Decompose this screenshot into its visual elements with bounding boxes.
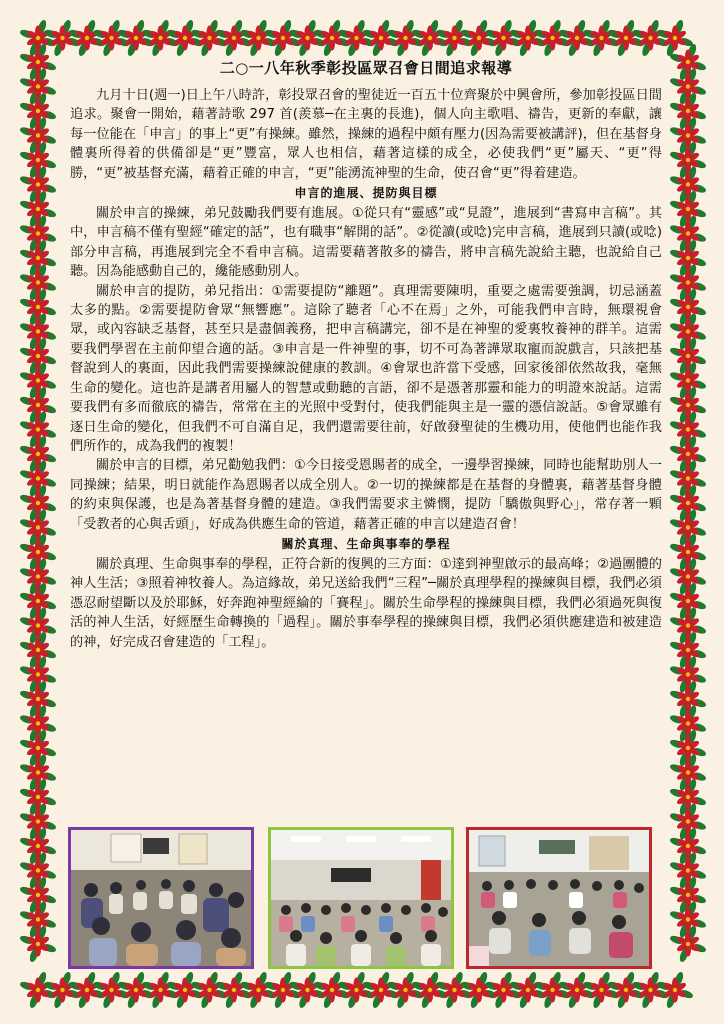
poinsettia-icon xyxy=(669,925,707,963)
poinsettia-icon xyxy=(239,19,277,57)
poinsettia-icon xyxy=(239,971,277,1009)
poinsettia-icon xyxy=(19,778,57,816)
poinsettia-icon xyxy=(558,19,596,57)
poinsettia-icon xyxy=(141,971,179,1009)
poinsettia-icon xyxy=(362,19,400,57)
poinsettia-icon xyxy=(558,971,596,1009)
poinsettia-icon xyxy=(669,582,707,620)
poinsettia-icon xyxy=(484,19,522,57)
poinsettia-icon xyxy=(669,165,707,203)
poinsettia-icon xyxy=(669,606,707,644)
poinsettia-icon xyxy=(19,533,57,571)
poinsettia-icon xyxy=(19,435,57,473)
poinsettia-icon xyxy=(669,827,707,865)
poinsettia-icon xyxy=(435,19,473,57)
poinsettia-icon xyxy=(68,971,106,1009)
poinsettia-icon xyxy=(313,971,351,1009)
poinsettia-icon xyxy=(19,484,57,522)
poinsettia-icon xyxy=(19,753,57,791)
poinsettia-icon xyxy=(460,19,498,57)
poinsettia-icon xyxy=(288,971,326,1009)
poinsettia-icon xyxy=(656,971,694,1009)
poinsettia-icon xyxy=(669,92,707,130)
poinsettia-icon xyxy=(68,19,106,57)
poinsettia-icon xyxy=(669,900,707,938)
meeting-photo-2 xyxy=(268,827,454,969)
poinsettia-icon xyxy=(669,141,707,179)
poinsettia-icon xyxy=(669,876,707,914)
poinsettia-icon xyxy=(313,19,351,57)
poinsettia-icon xyxy=(19,971,57,1009)
poinsettia-icon xyxy=(19,263,57,301)
poinsettia-icon xyxy=(669,386,707,424)
poinsettia-icon xyxy=(264,19,302,57)
poinsettia-icon xyxy=(190,19,228,57)
poinsettia-icon xyxy=(19,386,57,424)
poinsettia-icon xyxy=(19,43,57,81)
poinsettia-icon xyxy=(19,214,57,252)
poinsettia-icon xyxy=(669,435,707,473)
poinsettia-icon xyxy=(264,971,302,1009)
poinsettia-icon xyxy=(19,582,57,620)
poinsettia-icon xyxy=(631,971,669,1009)
paragraph-caution: 關於申言的提防，弟兄指出：①需要提防“離題”。真理需要陳明，重要之處需要強調，切忌涵蓋太多的點。②需要提防會眾“無響應”。這除了聽者「心不在焉」之外，可能我們申言時，無環視會眾，或內容缺乏基督，甚至只是盡個義務，把申言稿講完，卻不是在神聖的愛裏牧養神的群羊。這需要我們學習在主前仰望合適的話。③申言是一件神聖的事，切不可為著譁眾取寵而說戲言，只該把基督說到人的裏面，因此我們需要操練說健康的教訓。④會眾也許當下受感，回家後卻依然故我，毫無生命的變化。這也許是講者用屬人的智慧或動聽的言語，卻不是憑著那靈和能力的明證來說話。這需要我們有多而徹底的禱告，常常在主的光照中受對付，使我們能與主是一靈的憑信說話。⑤會眾雖有逐日生命的變化，但我們不可自滿自足，我們還需要往前，好啟發聖徒的生機功用，使他們也能作我們所作的，成為我們的複製！ xyxy=(70,283,662,454)
poinsettia-icon xyxy=(669,851,707,889)
poinsettia-icon xyxy=(386,19,424,57)
poinsettia-icon xyxy=(656,19,694,57)
poinsettia-icon xyxy=(386,971,424,1009)
poinsettia-icon xyxy=(669,43,707,81)
poinsettia-icon xyxy=(484,971,522,1009)
poinsettia-icon xyxy=(669,288,707,326)
poinsettia-icon xyxy=(669,704,707,742)
poinsettia-icon xyxy=(288,19,326,57)
poinsettia-icon xyxy=(19,655,57,693)
poinsettia-icon xyxy=(669,557,707,595)
poinsettia-icon xyxy=(19,19,57,57)
poinsettia-icon xyxy=(19,680,57,718)
poinsettia-icon xyxy=(669,116,707,154)
article xyxy=(70,58,662,652)
section-heading-courses: 關於真理、生命與事奉的學程 xyxy=(281,536,451,551)
poinsettia-icon xyxy=(669,239,707,277)
poinsettia-icon xyxy=(19,312,57,350)
poinsettia-icon xyxy=(669,729,707,767)
poinsettia-icon xyxy=(669,410,707,448)
poinsettia-icon xyxy=(19,827,57,865)
poinsettia-icon xyxy=(92,971,130,1009)
paragraph-progress: 關於申言的操練，弟兄鼓勵我們要有進展。①從只有“靈感”或“見證”，進展到“書寫申言稿”。其中，申言稿不僅有聖經“確定的話”，也有職事“解開的話”。②從讀(或唸)完申言稿，進展到只讀(或唸)部分申言稿，再進展到完全不看申言稿。這需要藉著散多的禱告，將申言稿先說給主聽，也說給自己聽。因為能感動自己的，纔能感動別人。 xyxy=(70,206,662,280)
poinsettia-icon xyxy=(19,508,57,546)
poinsettia-icon xyxy=(19,190,57,228)
poinsettia-icon xyxy=(19,459,57,497)
poinsettia-icon xyxy=(117,19,155,57)
poinsettia-icon xyxy=(435,971,473,1009)
poinsettia-icon xyxy=(669,214,707,252)
poinsettia-icon xyxy=(411,19,449,57)
article-title: 二○一八年秋季彰投區眾召會日間追求報導 xyxy=(219,59,513,77)
poinsettia-icon xyxy=(19,410,57,448)
poinsettia-icon xyxy=(19,704,57,742)
poinsettia-icon xyxy=(19,631,57,669)
poinsettia-icon xyxy=(669,753,707,791)
poinsettia-icon xyxy=(19,165,57,203)
poinsettia-icon xyxy=(19,606,57,644)
poinsettia-icon xyxy=(19,925,57,963)
poinsettia-icon xyxy=(19,116,57,154)
poinsettia-icon xyxy=(607,971,645,1009)
poinsettia-icon xyxy=(669,361,707,399)
poinsettia-icon xyxy=(607,19,645,57)
poinsettia-icon xyxy=(19,361,57,399)
poinsettia-icon xyxy=(669,533,707,571)
poinsettia-icon xyxy=(19,67,57,105)
poinsettia-icon xyxy=(215,971,253,1009)
poinsettia-icon xyxy=(19,900,57,938)
poinsettia-icon xyxy=(669,484,707,522)
poinsettia-icon xyxy=(631,19,669,57)
poinsettia-icon xyxy=(43,19,81,57)
poinsettia-icon xyxy=(19,141,57,179)
poinsettia-icon xyxy=(669,459,707,497)
poinsettia-icon xyxy=(509,19,547,57)
poinsettia-icon xyxy=(141,19,179,57)
meeting-photo-3 xyxy=(466,827,652,969)
poinsettia-icon xyxy=(460,971,498,1009)
poinsettia-icon xyxy=(190,971,228,1009)
poinsettia-icon xyxy=(582,19,620,57)
poinsettia-icon xyxy=(19,557,57,595)
poinsettia-icon xyxy=(19,851,57,889)
poinsettia-icon xyxy=(166,19,204,57)
poinsettia-icon xyxy=(509,971,547,1009)
poinsettia-icon xyxy=(19,729,57,767)
poinsettia-icon xyxy=(669,802,707,840)
poinsettia-icon xyxy=(43,971,81,1009)
intro-paragraph: 九月十日(週一)日上午八時許，彰投眾召會的聖徒近一百五十位齊聚於中興會所，參加彰投區日間追求。聚會一開始，藉著詩歌 297 首(羨慕─在主裏的長進)，個人向主歌唱、禱告，更新的奉獻，讓每一位能在「申言」的事上“更”有操練。雖然，操練的過程中頗有壓力(因為需要被講評)，但在基督身體裏所得着的供備卻是“更”豐富，眾人也相信，藉著這樣的成全，必使我們“更”屬天、“更”得勝，“更”被基督充滿，藉着正確的申言，“更”能湧流神聖的生命，使召會“更”得着建造。 xyxy=(70,88,662,181)
poinsettia-icon xyxy=(337,971,375,1009)
paragraph-courses: 關於真理、生命與事奉的學程，正符合新的復興的三方面：①達到神聖啟示的最高峰；②過團體的神人生活；③照着神牧養人。為這緣故，弟兄送給我們“三程”─關於真理學程的操練與目標，我們必須憑忍耐望斷以及於耶穌，好奔跑神聖經綸的「賽程」。關於生命學程的操練與目標，我們必須過死與復活的神人生活，好經歷生命轉換的「過程」。關於事奉學程的操練與目標，我們必須供應建造和被建造的神，好完成召會建造的「工程」。 xyxy=(70,556,662,650)
poinsettia-icon xyxy=(533,971,571,1009)
poinsettia-icon xyxy=(669,655,707,693)
meeting-photo-1 xyxy=(68,827,254,969)
photo-row xyxy=(68,827,658,973)
poinsettia-icon xyxy=(19,92,57,130)
poinsettia-icon xyxy=(669,337,707,375)
poinsettia-icon xyxy=(117,971,155,1009)
poinsettia-icon xyxy=(19,337,57,375)
poinsettia-icon xyxy=(669,508,707,546)
poinsettia-icon xyxy=(166,971,204,1009)
poinsettia-icon xyxy=(19,876,57,914)
poinsettia-icon xyxy=(669,190,707,228)
poinsettia-icon xyxy=(92,19,130,57)
poinsettia-icon xyxy=(669,631,707,669)
poinsettia-icon xyxy=(669,67,707,105)
poinsettia-icon xyxy=(19,288,57,326)
poinsettia-icon xyxy=(669,680,707,718)
poinsettia-icon xyxy=(669,312,707,350)
poinsettia-icon xyxy=(19,802,57,840)
poinsettia-icon xyxy=(362,971,400,1009)
poinsettia-icon xyxy=(669,778,707,816)
section-heading-prophesying: 申言的進展、提防與目標 xyxy=(294,186,438,201)
poinsettia-icon xyxy=(533,19,571,57)
paragraph-goal: 關於申言的目標，弟兄勸勉我們：①今日接受恩賜者的成全，一邊學習操練，同時也能幫助別人一同操練；結果，明日就能作為恩賜者以成全別人。②一切的操練都是在基督的身體裏，藉著基督身體的約束與保護，也是為著基督身體的建造。③我們需要求主憐憫，提防「驕傲與野心」，常存著一顆「受教者的心與舌頭」，好成為供應生命的管道，藉著正確的申言以建造召會！ xyxy=(70,458,662,532)
poinsettia-icon xyxy=(215,19,253,57)
poinsettia-icon xyxy=(411,971,449,1009)
poinsettia-icon xyxy=(582,971,620,1009)
poinsettia-icon xyxy=(669,263,707,301)
poinsettia-icon xyxy=(337,19,375,57)
poinsettia-icon xyxy=(19,239,57,277)
